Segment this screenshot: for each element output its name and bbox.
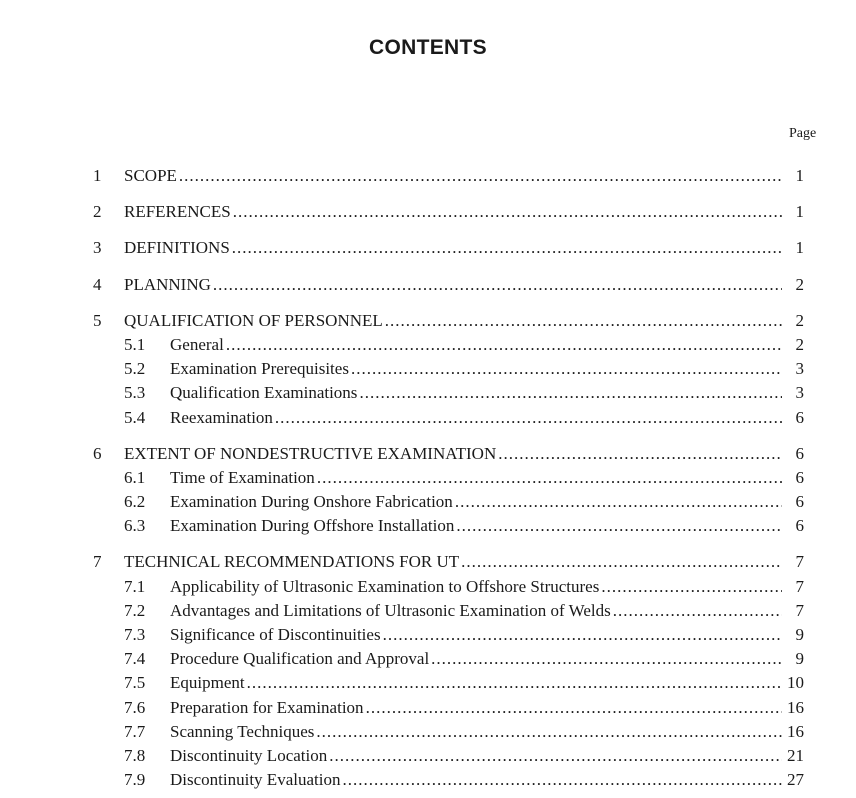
toc-subsection-entry[interactable]	[0, 514, 856, 538]
toc-entry-page-number: 21	[787, 745, 804, 765]
toc-entry-page-number: 27	[787, 770, 804, 790]
toc-section-entry[interactable]	[0, 164, 856, 188]
toc-entry-label: EXTENT OF NONDESTRUCTIVE EXAMINATION	[124, 443, 497, 463]
dot-leader	[456, 514, 782, 538]
toc-entry-page-number: 1	[795, 238, 804, 258]
contents-title: CONTENTS	[369, 36, 487, 59]
toc-subsection-entry[interactable]	[0, 333, 856, 357]
toc-subsection-entry[interactable]	[0, 490, 856, 514]
toc-entry-number: 6.2	[124, 492, 146, 512]
toc-entry-page-number: 7	[795, 600, 804, 620]
toc-entry-number: 7	[93, 552, 102, 572]
dot-leader	[317, 466, 782, 490]
toc-entry-page-number: 6	[795, 443, 804, 463]
toc-entry-label: Qualification Examinations	[170, 383, 358, 403]
toc-entry-number: 7.1	[124, 576, 146, 596]
dot-leader	[359, 381, 782, 405]
toc-section-entry[interactable]	[0, 273, 856, 297]
toc-entry-number: 2	[93, 202, 102, 222]
toc-entry-page-number: 9	[795, 649, 804, 669]
toc-section-entry[interactable]	[0, 550, 856, 574]
toc-entry-leader	[170, 744, 784, 768]
toc-entry-label: Examination Prerequisites	[170, 359, 349, 379]
toc-entry-number: 5.3	[124, 383, 146, 403]
toc-entry-number: 5.1	[124, 334, 146, 354]
toc-entry-number: 5	[93, 310, 102, 330]
toc-entry-leader	[124, 273, 784, 297]
toc-entry-leader	[170, 671, 784, 695]
toc-section-entry[interactable]	[0, 309, 856, 333]
toc-entry-number: 5.4	[124, 407, 146, 427]
toc-entry-leader	[170, 623, 784, 647]
toc-entry-label: DEFINITIONS	[124, 238, 230, 258]
dot-leader	[342, 768, 782, 792]
toc-entry-label: QUALIFICATION OF PERSONNEL	[124, 310, 383, 330]
toc-entry-number: 6	[93, 443, 102, 463]
toc-subsection-entry[interactable]	[0, 406, 856, 430]
toc-entry-leader	[170, 768, 784, 792]
toc-entry-leader	[170, 720, 784, 744]
toc-subsection-entry[interactable]	[0, 599, 856, 623]
toc-entry-leader	[170, 514, 784, 538]
toc-subsection-entry[interactable]	[0, 357, 856, 381]
dot-leader	[179, 164, 782, 188]
toc-entry-number: 3	[93, 238, 102, 258]
toc-entry-number: 7.8	[124, 745, 146, 765]
toc-entry-number: 7.2	[124, 600, 146, 620]
toc-subsection-entry[interactable]	[0, 720, 856, 744]
toc-entry-label: TECHNICAL RECOMMENDATIONS FOR UT	[124, 552, 460, 572]
toc-entry-leader	[170, 381, 784, 405]
toc-subsection-entry[interactable]	[0, 647, 856, 671]
dot-leader	[385, 309, 782, 333]
toc-entry-leader	[170, 333, 784, 357]
toc-entry-label: Preparation for Examination	[170, 697, 364, 717]
toc-entry-leader	[124, 164, 784, 188]
dot-leader	[383, 623, 782, 647]
toc-entry-page-number: 9	[795, 625, 804, 644]
dot-leader	[226, 333, 782, 357]
toc-entry-page-number: 6	[795, 467, 804, 487]
toc-entry-page-number: 6	[795, 407, 804, 427]
toc-entry-label: Advantages and Limitations of Ultrasonic Examination of Welds	[170, 600, 611, 620]
toc-entry-leader	[124, 200, 784, 224]
toc-subsection-entry[interactable]	[0, 575, 856, 599]
toc-entry-label: Applicability of Ultrasonic Examination to Offshore Structures	[170, 576, 600, 596]
toc-entry-page-number: 3	[795, 383, 804, 403]
dot-leader	[213, 273, 782, 297]
table-of-contents	[0, 164, 856, 792]
toc-entry-label: Time of Examination	[170, 467, 315, 487]
toc-entry-label: Equipment	[170, 673, 245, 693]
toc-entry-page-number: 16	[787, 697, 804, 717]
dot-leader	[366, 696, 782, 720]
toc-entry-number: 6.1	[124, 467, 146, 487]
toc-entry-number: 4	[93, 274, 102, 294]
toc-entry-page-number: 16	[787, 721, 804, 741]
dot-leader	[316, 720, 782, 744]
toc-entry-label: SCOPE	[124, 166, 177, 185]
toc-entry-label: Scanning Techniques	[170, 721, 315, 741]
toc-entry-number: 1	[93, 166, 102, 185]
toc-entry-page-number: 6	[795, 516, 804, 536]
dot-leader	[275, 406, 782, 430]
toc-entry-number: 6.3	[124, 516, 146, 536]
toc-entry-page-number: 7	[795, 576, 804, 596]
toc-entry-label: Discontinuity Evaluation	[170, 770, 341, 790]
dot-leader	[233, 200, 782, 224]
dot-leader	[329, 744, 782, 768]
toc-entry-leader	[170, 575, 784, 599]
toc-entry-page-number: 2	[795, 334, 804, 354]
toc-entry-label: Discontinuity Location	[170, 745, 328, 765]
toc-entry-page-number: 1	[795, 166, 804, 185]
dot-leader	[601, 575, 782, 599]
dot-leader	[232, 236, 782, 260]
toc-section-entry[interactable]	[0, 236, 856, 260]
toc-entry-label: REFERENCES	[124, 202, 231, 222]
toc-entry-page-number: 6	[795, 492, 804, 512]
toc-entry-page-number: 3	[795, 359, 804, 379]
toc-entry-leader	[170, 599, 784, 623]
toc-entry-number: 7.9	[124, 770, 146, 790]
toc-entry-leader	[170, 406, 784, 430]
toc-entry-number: 5.2	[124, 359, 146, 379]
toc-entry-leader	[170, 696, 784, 720]
toc-subsection-entry[interactable]	[0, 768, 856, 792]
toc-subsection-entry[interactable]	[0, 744, 856, 768]
toc-entry-label: Examination During Onshore Fabrication	[170, 492, 453, 512]
toc-entry-number: 7.4	[124, 649, 146, 669]
toc-entry-label: Significance of Discontinuities	[170, 625, 381, 644]
dot-leader	[461, 550, 782, 574]
toc-entry-label: General	[170, 334, 224, 354]
toc-entry-leader	[170, 490, 784, 514]
toc-subsection-entry[interactable]	[0, 623, 856, 647]
dot-leader	[613, 599, 782, 623]
toc-entry-leader	[170, 647, 784, 671]
toc-entry-label: Reexamination	[170, 407, 273, 427]
dot-leader	[455, 490, 782, 514]
toc-entry-label: PLANNING	[124, 274, 211, 294]
toc-entry-leader	[124, 442, 784, 466]
toc-entry-page-number: 10	[787, 673, 804, 693]
toc-entry-label: Examination During Offshore Installation	[170, 516, 455, 536]
toc-entry-leader	[124, 550, 784, 574]
toc-subsection-entry[interactable]	[0, 671, 856, 695]
toc-subsection-entry[interactable]	[0, 466, 856, 490]
toc-section-entry[interactable]	[0, 442, 856, 466]
dot-leader	[431, 647, 782, 671]
dot-leader	[247, 671, 782, 695]
toc-entry-number: 7.6	[124, 697, 146, 717]
toc-subsection-entry[interactable]	[0, 381, 856, 405]
toc-entry-number: 7.3	[124, 625, 146, 644]
toc-entry-page-number: 7	[795, 552, 804, 572]
toc-entry-leader	[124, 236, 784, 260]
toc-entry-label: Procedure Qualification and Approval	[170, 649, 430, 669]
toc-section-entry[interactable]	[0, 200, 856, 224]
toc-entry-page-number: 2	[795, 274, 804, 294]
toc-entry-leader	[170, 466, 784, 490]
dot-leader	[498, 442, 782, 466]
toc-subsection-entry[interactable]	[0, 696, 856, 720]
toc-entry-number: 7.5	[124, 673, 146, 693]
toc-entry-leader	[124, 309, 784, 333]
toc-entry-page-number: 1	[795, 202, 804, 222]
page-column-header: Page	[789, 126, 817, 141]
toc-entry-leader	[170, 357, 784, 381]
toc-entry-page-number: 2	[795, 310, 804, 330]
dot-leader	[351, 357, 782, 381]
toc-entry-number: 7.7	[124, 721, 146, 741]
